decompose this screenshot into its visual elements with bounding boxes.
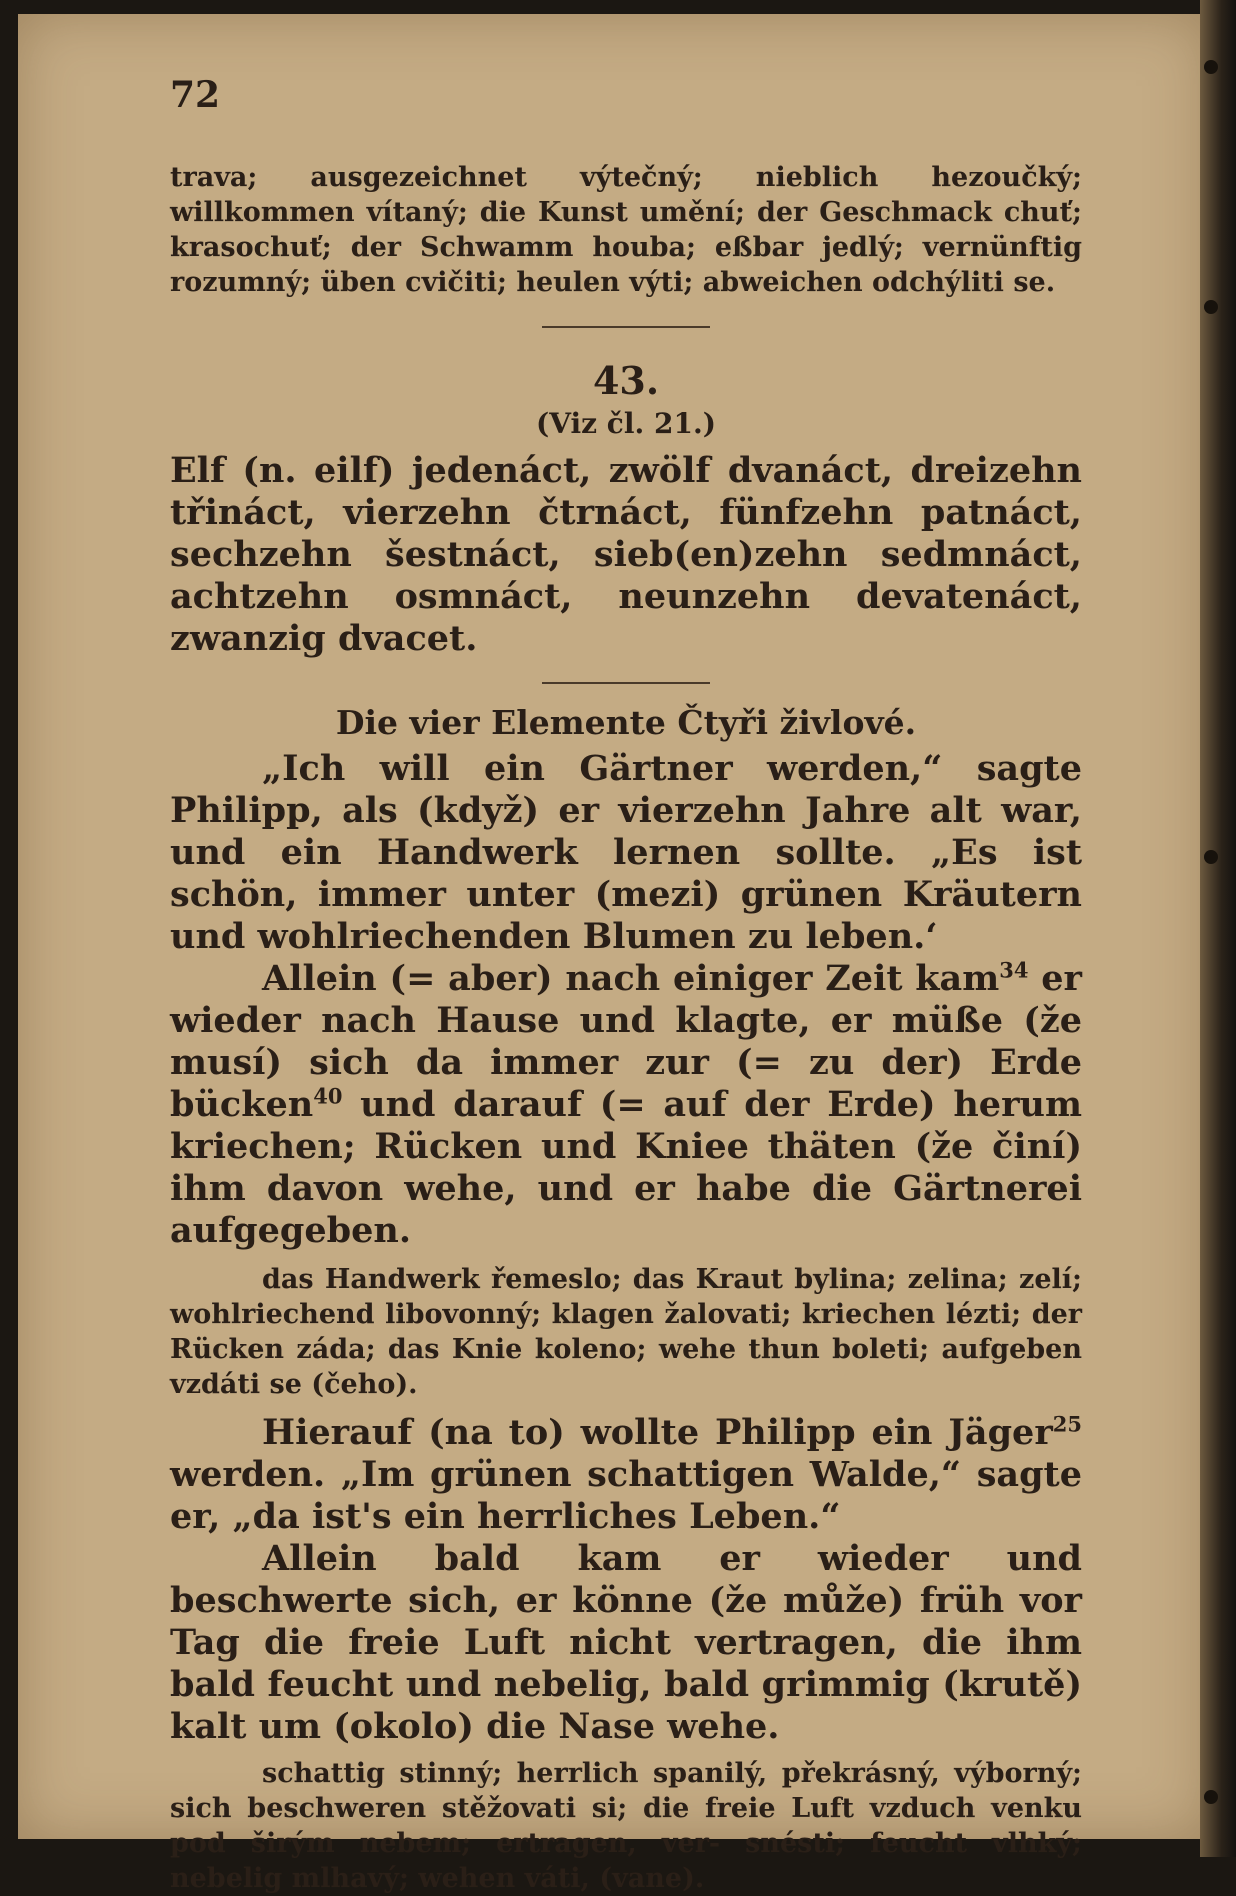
binding-mark: [1204, 1790, 1218, 1804]
vocabulary-note: das Handwerk řemeslo; das Kraut bylina; zelina; zelí; wohlriechend libovonný; klagen žalovati; kriechen lézti; der Rücken záda; das Knie koleno; wehe thun boleti; aufgeben vzdáti se (čeho).: [170, 1264, 1082, 1400]
text-run: Hierauf (na to) wollte Philipp ein Jäger: [262, 1412, 1053, 1453]
vocabulary-note: trava; ausgezeichnet výtečný; nieblich hezoučký; willkommen vítaný; die Kunst umění; der Geschmack chuť; krasochuť; der Schwamm houba; eßbar jedlý; vernünftig rozumný; üben cvičiti; heulen výti; abweichen odchýliti se.: [170, 162, 1082, 298]
text-run: und darauf (= auf der Erde) herum kriechen; Rücken und Kniee thäten (že činí) ihm davon wehe, und er habe die Gärtnerei aufgegeben.: [170, 1084, 1082, 1251]
footnote-ref: 40: [313, 1083, 343, 1109]
page-edge: [1200, 0, 1236, 1857]
story-paragraph: Allein bald kam er wieder und beschwerte sich, er könne (že může) früh vor Tag die freie Luft nicht vertragen, die ihm bald feucht und nebelig, bald grimmig (krutě) kalt um (okolo) die Nase wehe.: [170, 1538, 1082, 1747]
text-run: er wieder nach Hause und klagte, er müße (že musí) sich da immer zur (= zu der) Erde bücken: [170, 958, 1082, 1125]
section-number: 43.: [592, 358, 660, 403]
story-paragraph: [170, 958, 1082, 1252]
text-run: werden. „Im grünen schattigen Walde,“ sagte er, „da ist's ein herrliches Leben.“: [170, 1454, 1082, 1537]
footnote-ref: 25: [1052, 1411, 1082, 1437]
binding-mark: [1204, 300, 1218, 314]
page-number: 72: [170, 74, 221, 116]
text-run: Allein (= aber) nach einiger Zeit kam: [262, 958, 1000, 999]
binding-mark: [1204, 850, 1218, 864]
story-paragraph: „Ich will ein Gärtner werden,“ sagte Philipp, als (když) er vierzehn Jahre alt war, und ein Handwerk lernen sollte. „Es ist schön, immer unter (mezi) grünen Kräutern und wohlriechenden Blumen zu leben.‘: [170, 748, 1082, 957]
numbers-paragraph: Elf (n. eilf) jedenáct, zwölf dvanáct, dreizehn třináct, vierzehn čtrnáct, fünfzehn patnáct, sechzehn šestnáct, sieb(en)zehn sedmnáct, achtzehn osmnáct, neunzehn devatenáct, zwanzig dvacet.: [170, 450, 1082, 659]
section-reference: (Viz čl. 21.): [536, 407, 716, 440]
story-title: Die vier Elemente Čtyři živlové.: [335, 703, 917, 742]
story-paragraph: [170, 1412, 1082, 1538]
binding-mark: [1204, 60, 1218, 74]
divider: [542, 682, 710, 684]
divider: [542, 326, 710, 328]
page-content: [170, 74, 1082, 1896]
book-page: [18, 14, 1208, 1894]
footnote-ref: 34: [999, 957, 1029, 983]
vocabulary-note: schattig stinný; herrlich spanilý, překrásný, výborný; sich beschweren stěžovati si; die freie Luft vzduch venku pod širým nebem; ertragen, ver- snésti; feucht vlhký; nebelig mlhavý; wehen váti, (vane).: [170, 1758, 1082, 1894]
